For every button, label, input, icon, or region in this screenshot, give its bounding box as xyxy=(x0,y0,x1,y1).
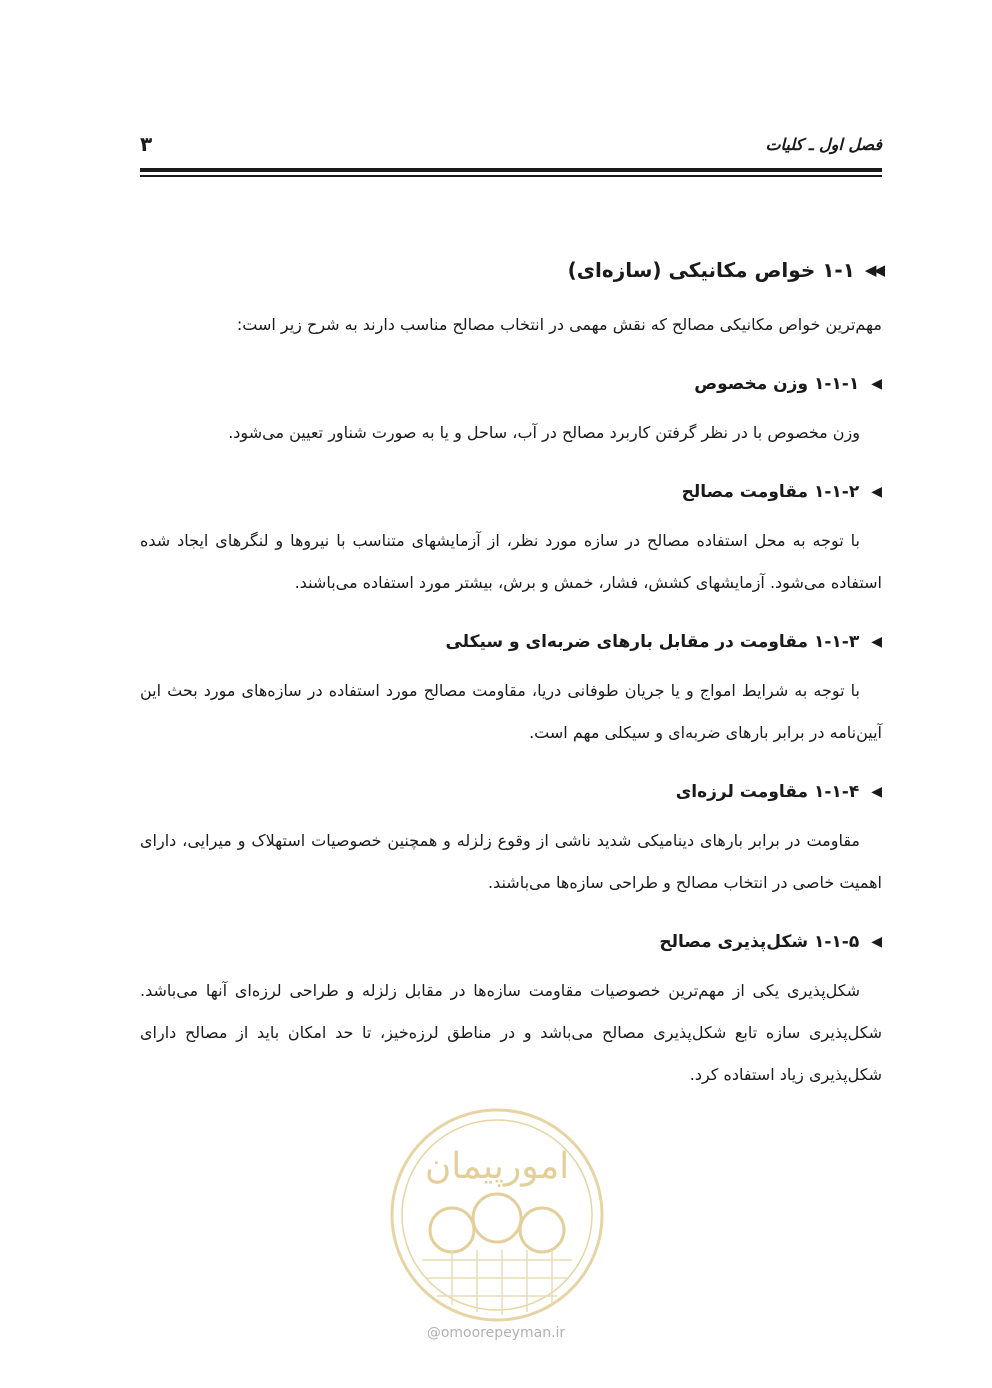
header-rule-thick xyxy=(140,168,882,172)
watermark-site: @omoorepeyman.ir xyxy=(426,1325,566,1341)
section-heading-text: ۱-۱ خواص مکانیکی (سازه‌ای) xyxy=(567,258,855,282)
page-body xyxy=(140,248,882,1096)
subsection-heading xyxy=(140,472,882,512)
subsection-heading-text: ۱-۱-۲ مقاومت مصالح xyxy=(681,482,860,502)
subsection-heading-text: ۱-۱-۴ مقاومت لرزه‌ای xyxy=(675,782,860,802)
subsection-heading-text: ۱-۱-۵ شکل‌پذیری مصالح xyxy=(659,932,860,952)
arrow-bullet-icon: ◀ xyxy=(871,376,882,392)
arrow-bullet-icon: ◀ xyxy=(871,484,882,500)
watermark-logo-text: امورپیمان xyxy=(424,1146,570,1187)
section-heading xyxy=(140,248,882,292)
watermark-logo-icon xyxy=(382,1100,612,1330)
subsection-body: وزن مخصوص با در نظر گرفتن کاربرد مصالح در آب، ساحل و یا به صورت شناور تعیین می‌شود. xyxy=(228,423,860,442)
double-arrow-icon: ◀◀ xyxy=(864,260,882,279)
page-number: ۳ xyxy=(140,132,153,156)
subsection-heading xyxy=(140,922,882,962)
subsection-body: با توجه به شرایط امواج و یا جریان طوفانی دریا، مقاومت مصالح مورد استفاده در سازه‌های مورد بحث این آیین‌نامه در برابر بارهای ضربه‌ای و سیکلی مهم است. xyxy=(140,681,882,742)
subsection-heading xyxy=(140,364,882,404)
subsection-heading-text: ۱-۱-۱ وزن مخصوص xyxy=(694,374,860,394)
subsection-heading xyxy=(140,622,882,662)
subsection-body: با توجه به محل استفاده مصالح در سازه مورد نظر، از آزمایشهای متناسب با نیروها و لنگرهای ایجاد شده استفاده می‌شود. آزمایشهای کشش، فشار، خمش و برش، بیشتر مورد استفاده می‌باشند. xyxy=(140,531,882,592)
arrow-bullet-icon: ◀ xyxy=(871,784,882,800)
chapter-title: فصل اول ـ کلیات xyxy=(765,134,882,154)
subsection-heading-text: ۱-۱-۳ مقاومت در مقابل بارهای ضربه‌ای و سیکلی xyxy=(445,632,860,652)
section-intro: مهم‌ترین خواص مکانیکی مصالح که نقش مهمی در انتخاب مصالح مناسب دارند به شرح زیر است: xyxy=(236,315,882,334)
subsection-body: شکل‌پذیری یکی از مهم‌ترین خصوصیات مقاومت سازه‌ها در مقابل زلزله و طراحی لرزه‌ای آنها می‌باشد. شکل‌پذیری سازه تابع شکل‌پذیری مصالح می‌باشد و در مناطق لرزه‌خیز، تا حد امکان باید از مصالح دارای شکل‌پذیری زیاد استفاده کرد. xyxy=(140,981,882,1084)
subsection-heading xyxy=(140,772,882,812)
header-rule-thin xyxy=(140,175,882,177)
subsection-body: مقاومت در برابر بارهای دینامیکی شدید ناشی از وقوع زلزله و همچنین خصوصیات استهلاک و میرایی، دارای اهمیت خاصی در انتخاب مصالح و طراحی سازه‌ها می‌باشند. xyxy=(140,831,882,892)
arrow-bullet-icon: ◀ xyxy=(871,634,882,650)
arrow-bullet-icon: ◀ xyxy=(871,934,882,950)
running-header xyxy=(140,124,882,164)
